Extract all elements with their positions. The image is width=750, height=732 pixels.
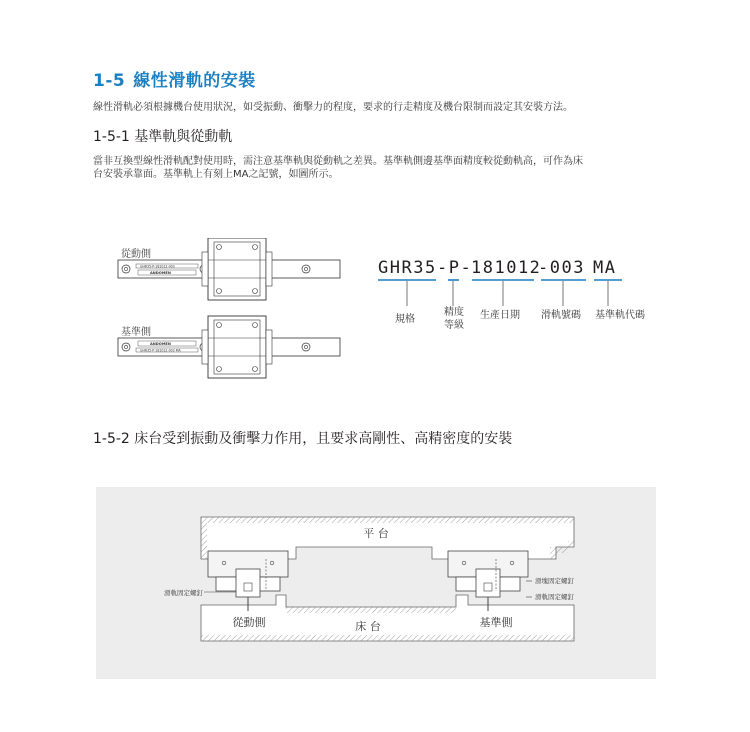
code-label-grade: 精度 等級 <box>444 307 464 331</box>
section-title-text: 線性滑軌的安裝 <box>133 71 256 91</box>
code-label-date: 生產日期 <box>480 310 520 321</box>
left-rail-screw-label: 滑軌固定螺釘 <box>164 589 203 597</box>
code-ghr35: GHR35 <box>378 258 437 278</box>
brand-reference: ANDOMEN <box>150 342 171 347</box>
reference-block <box>202 316 272 378</box>
code-date: 181012 <box>471 258 542 278</box>
code-label-number: 滑軌號碼 <box>541 310 581 321</box>
right-rail-screw-label: 滑軌固定螺釘 <box>535 593 574 601</box>
bed-label: 床 台 <box>355 620 381 633</box>
reference-side-bottom-label: 基準側 <box>479 616 513 629</box>
code-label-spec: 規格 <box>395 314 415 325</box>
rail-mark-reference: GHR35-P-181012-003 MA <box>140 348 181 353</box>
driven-side-bottom-label: 從動側 <box>232 616 266 629</box>
right-block-screw-label: 滑塊固定螺釘 <box>535 577 574 585</box>
code-p: -P- <box>437 258 473 278</box>
rail-pair-diagram <box>110 238 350 388</box>
platform-label: 平 台 <box>363 527 389 540</box>
subsection-1-title: 1-5-1 基準軌與從動軌 <box>93 129 233 145</box>
subsection-1-text-line2: 台安裝承靠面。基準軌上有刻上MA之記號，如圖所示。 <box>93 169 339 180</box>
section-intro: 線性滑軌必須根據機台使用狀況，如受振動、衝擊力的程度，要求的行走精度及機台限制而設定其安裝方法。 <box>93 102 573 113</box>
code-label-ref: 基準軌代碼 <box>595 310 645 321</box>
rail-mark-driven: GHR35-P-181012-003 <box>140 264 175 269</box>
code-number: -003 <box>538 258 585 278</box>
subsection-1-text-line1: 當非互換型線性滑軌配對使用時，需注意基準軌與從動軌之差異。基準軌側邊基準面精度較從動軌高，可作為床 <box>93 156 583 167</box>
section-number: 1-5 <box>93 71 126 91</box>
subsection-2-title: 1-5-2 床台受到振動及衝擊力作用，且要求高剛性、高精密度的安裝 <box>93 431 513 447</box>
installation-diagram <box>96 487 656 679</box>
driven-side-label: 從動側 <box>121 249 151 260</box>
section-title <box>93 66 256 91</box>
code-ma: MA <box>593 258 617 278</box>
brand-driven: ANDOMEN <box>150 271 171 276</box>
driven-block <box>202 238 272 300</box>
code-underlines <box>370 278 660 308</box>
reference-side-label: 基準側 <box>121 327 151 338</box>
